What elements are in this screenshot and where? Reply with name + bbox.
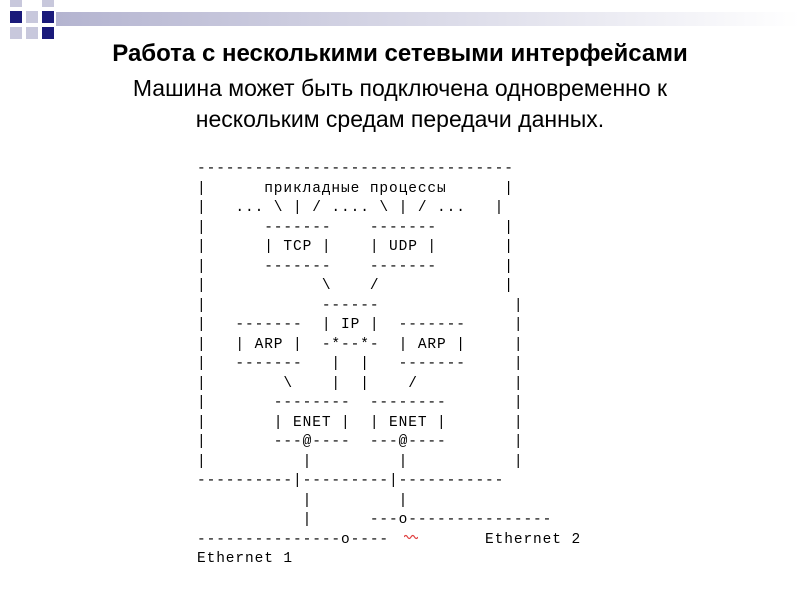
subtitle-line-2: нескольким средам передачи данных. xyxy=(195,106,605,132)
subtitle-line-1: Машина может быть подключена одновременно к xyxy=(132,75,668,101)
square-light-2 xyxy=(10,27,22,39)
square-light-5 xyxy=(42,0,54,7)
slide-title: Работа с несколькими сетевыми интерфейсами xyxy=(112,40,688,67)
square-dark-1 xyxy=(10,11,22,23)
slide-subtitle xyxy=(0,73,800,135)
network-interfaces-diagram: --------------------------------- | прикладные процессы | | ... \ | / .... \ | / ... | | ------- ------- | | | TCP | | UDP | | | ------- ------- | | \ / | | ------ | | ------- | IP | ------- | | | ARP | -*--*- | ARP | | | ------- | | ------- | | \ | | / | | -------- -------- | | | ENET | | ENET | | | ---@---- ---@---- | | | | | ----------|---------|----------- | | | ---o--------------- ---------------o---- Ethernet 2 Ethernet 1 xyxy=(197,161,582,567)
square-dark-3 xyxy=(42,27,54,39)
square-light-1 xyxy=(26,11,38,23)
top-gradient-bar xyxy=(56,12,800,26)
square-light-4 xyxy=(10,0,22,7)
square-light-3 xyxy=(26,27,38,39)
spellcheck-squiggle xyxy=(404,534,418,540)
square-dark-2 xyxy=(42,11,54,23)
